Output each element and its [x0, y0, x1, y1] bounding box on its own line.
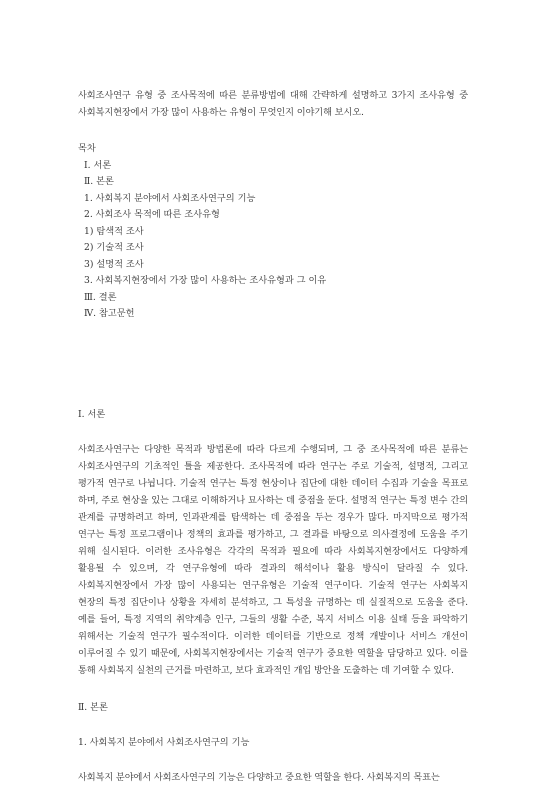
intro-paragraph: 사회조사연구는 다양한 목적과 방법론에 따라 다르게 수행되며, 그 중 조사목적에 따른 분류는 사회조사연구의 기초적인 틀을 제공한다. 조사목적에 따라 연구는 주로 기술적, 설명적, 그리고 평가적 연구로 나뉩니다. 기술적 연구는 특정 현상이나 집단에 대한 데이터 수집과 기술을 목표로 하며, 주로 현상을 있는 그대로 이해하거나 묘사하는 데 중점을 둔다. 설명적 연구는 특정 변수 간의 관계를 규명하려고 하며, 인과관계를 탐색하는 데 중점을 두는 경우가 많다. 마지막으로 평가적 연구는 특정 프로그램이나 정책의 효과를 평가하고, 그 결과를 바탕으로 의사결정에 도움을 주기 위해 실시된다. 이러한 조사유형은 각각의 목적과 필요에 따라 사회복지현장에서도 다양하게 활용될 수 있으며, 각 연구유형에 따라 결과의 해석이나 활용 방식이 달라질 수 있다. 사회복지현장에서 가장 많이 사용되는 연구유형은 기술적 연구이다. 기술적 연구는 사회복지 현장의 특정 집단이나 상황을 자세히 분석하고, 그 특성을 규명하는 데 실질적으로 도움을 준다. 예를 들어, 특정 지역의 취약계층 인구, 그들의 생활 수준, 복지 서비스 이용 실태 등을 파악하기 위해서는 기술적 연구가 필수적이다. 이러한 데이터를 기반으로 정책 개발이나 서비스 개선이 이루어질 수 있기 때문에, 사회복지현장에서는 기술적 연구가 중요한 역할을 담당하고 있다. 이를 통해 사회복지 실천의 근거를 마련하고, 보다 효과적인 개입 방안을 도출하는 데 기여할 수 있다.: [78, 443, 468, 676]
body-subheading: 1. 사회복지 분야에서 사회조사연구의 기능: [78, 736, 250, 748]
toc-item-most-used: 3. 사회복지현장에서 가장 많이 사용하는 조사유형과 그 이유: [84, 275, 327, 286]
body-heading: Ⅱ. 본론: [78, 701, 108, 713]
assignment-question: 사회조사연구 유형 중 조사목적에 따른 분류방법에 대해 간략하게 설명하고 3가지 조사유형 중 사회복지현장에서 가장 많이 사용하는 유형이 무엇인지 이야기해 보시오.: [78, 90, 468, 118]
toc-title: 목차: [78, 143, 96, 154]
toc-item-function: 1. 사회복지 분야에서 사회조사연구의 기능: [84, 192, 256, 204]
spacer: [78, 751, 468, 769]
spacer: [78, 423, 468, 441]
table-of-contents: [78, 141, 468, 323]
toc-item-exploratory: 1) 탐색적 조사: [84, 225, 144, 237]
toc-item-explanatory: 3) 설명적 조사: [84, 258, 144, 270]
spacer: [78, 716, 468, 734]
intro-heading: Ⅰ. 서론: [78, 408, 106, 420]
body-paragraph: 사회복지 분야에서 사회조사연구의 기능은 다양하고 중요한 역할을 한다. 사회복지의 목표는: [78, 771, 440, 783]
toc-item-intro: Ⅰ. 서론: [84, 159, 112, 171]
toc-item-references: Ⅳ. 참고문헌: [84, 308, 135, 319]
toc-item-conclusion: Ⅲ. 결론: [84, 291, 117, 303]
spacer: [78, 679, 468, 699]
toc-item-body: Ⅱ. 본론: [84, 176, 114, 187]
toc-item-types: 2. 사회조사 목적에 따른 조사유형: [84, 209, 220, 220]
toc-list: [78, 158, 468, 323]
toc-item-descriptive: 2) 기술적 조사: [84, 242, 144, 253]
spacer: [78, 323, 468, 406]
document-content: [78, 87, 468, 786]
